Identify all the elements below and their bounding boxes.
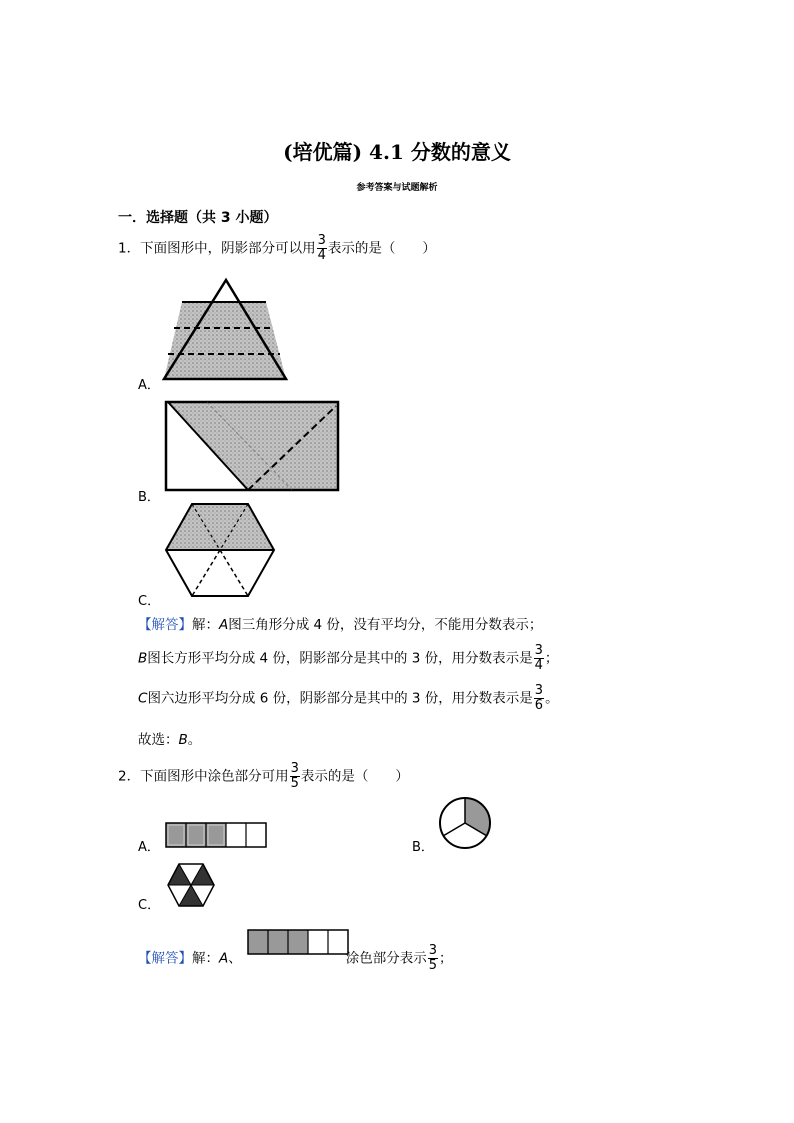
answer-lead: 解： bbox=[192, 950, 219, 967]
q2-stem-prefix: 2．下面图形中涂色部分可用 bbox=[118, 768, 289, 785]
q2-option-c: C． bbox=[138, 898, 161, 913]
q1-figure-c-hexagon bbox=[164, 502, 276, 598]
question-2-stem bbox=[118, 762, 409, 791]
q2-figure-c-hexagon bbox=[166, 862, 216, 908]
answer-text-a: 图三角形分成 4 份，没有平均分，不能用分数表示； bbox=[228, 617, 543, 633]
frac-num: 3 bbox=[428, 943, 438, 958]
frac-den: 6 bbox=[534, 698, 544, 713]
frac-den: 4 bbox=[534, 658, 543, 673]
choice-lead: 故选： bbox=[138, 732, 179, 748]
answer-text: 涂色部分表示 bbox=[345, 950, 427, 967]
answer-tag: 【解答】 bbox=[138, 950, 192, 967]
frac-num: 3 bbox=[534, 643, 543, 658]
q2-fraction bbox=[290, 762, 300, 791]
page-subtitle: 参考答案与试题解析 bbox=[356, 183, 438, 193]
question-1-stem bbox=[118, 234, 436, 263]
q1-answer-line-2 bbox=[138, 644, 558, 673]
answer-tag: 【解答】 bbox=[138, 617, 192, 633]
answer-frac-c bbox=[534, 684, 544, 713]
choice-var: B bbox=[178, 732, 188, 748]
frac-num: 3 bbox=[534, 683, 544, 698]
answer-frac-b bbox=[534, 644, 544, 673]
q1-option-c: C． bbox=[138, 594, 161, 609]
q2-figure-a-bar bbox=[165, 822, 269, 848]
q2-frac-den: 5 bbox=[290, 776, 299, 791]
q2-answer-bar bbox=[247, 929, 351, 955]
q1-figure-b-rectangle bbox=[162, 398, 342, 494]
answer-text-c: 图六边形平均分成 6 份，阴影部分是其中的 3 份，用分数表示是 bbox=[147, 690, 533, 707]
answer-sep: 、 bbox=[228, 950, 242, 967]
answer-lead: 解： bbox=[192, 617, 219, 633]
answer-end: ； bbox=[439, 950, 453, 967]
choice-end: 。 bbox=[187, 732, 202, 748]
answer-var: A bbox=[219, 950, 229, 967]
answer-var-c: C bbox=[138, 690, 148, 707]
answer-var-b: B bbox=[138, 650, 148, 667]
answer-var-a: A bbox=[219, 617, 229, 633]
q2-option-b: B． bbox=[412, 840, 434, 855]
section-heading: 一．选择题（共 3 小题） bbox=[118, 210, 278, 226]
q1-figure-a-triangle bbox=[160, 278, 290, 382]
q2-stem-suffix: 表示的是（ ） bbox=[300, 768, 409, 785]
q1-frac-den: 4 bbox=[317, 248, 326, 263]
frac-den: 5 bbox=[428, 958, 438, 973]
page-title: (培优篇) 4.1 分数的意义 bbox=[283, 140, 511, 164]
q1-option-b: B． bbox=[138, 490, 160, 505]
answer-frac bbox=[428, 944, 438, 973]
q1-answer-line-3 bbox=[138, 684, 559, 713]
q2-frac-num: 3 bbox=[290, 761, 299, 776]
q1-option-a: A． bbox=[138, 378, 160, 393]
answer-end-c: 。 bbox=[545, 690, 559, 707]
q2-option-a: A． bbox=[138, 840, 160, 855]
answer-end-b: ； bbox=[544, 650, 559, 667]
q1-answer-line-1 bbox=[138, 613, 542, 633]
answer-text-b: 图长方形平均分成 4 份，阴影部分是其中的 3 份，用分数表示是 bbox=[147, 650, 533, 667]
q1-frac-num: 3 bbox=[317, 233, 326, 248]
q1-fraction bbox=[317, 234, 327, 263]
q2-figure-b-circle bbox=[437, 796, 495, 852]
q1-stem-suffix: 表示的是（ ） bbox=[327, 240, 436, 257]
q1-stem-prefix: 1．下面图形中，阴影部分可以用 bbox=[118, 240, 316, 257]
q1-answer-choice bbox=[138, 728, 201, 748]
